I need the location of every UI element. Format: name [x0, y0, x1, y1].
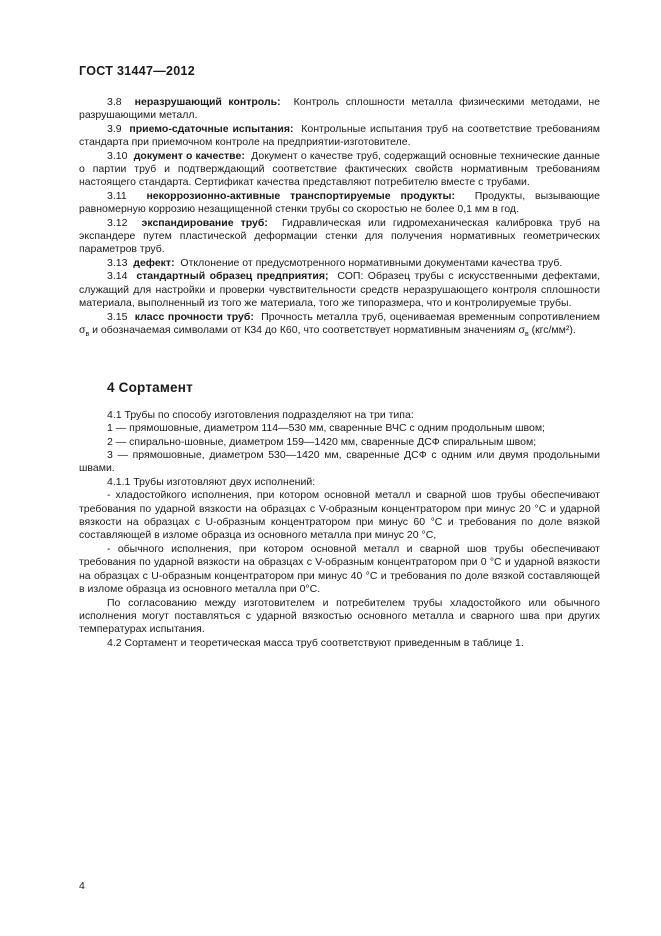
definition-3-12 — [79, 217, 600, 257]
paragraph: 4.1.1 Трубы изготовляют двух исполнений: — [107, 475, 316, 488]
document-body — [79, 96, 600, 650]
clause-term: экспандирование труб: — [141, 216, 268, 229]
clause-text: Прочность металла труб, оцениваемая временным сопротивлением σ — [79, 310, 600, 336]
clause-term: стандартный образец предприятия; — [136, 270, 329, 283]
document-header: ГОСТ 31447—2012 — [79, 64, 196, 78]
definition-3-15 — [79, 311, 600, 342]
clause-number: 3.11 — [107, 189, 127, 202]
clause-text: Продукты, вызывающие равномерную коррозию незащищенной стенки трубы со скоростью не более 0,1 мм в год. — [79, 189, 600, 216]
definition-3-14 — [79, 270, 600, 310]
list-item: 1 — прямошовные, диаметром 114—530 мм, сваренные ВЧС с одним продольным швом; — [107, 422, 545, 435]
paragraph: 4.2 Сортамент и теоретическая масса труб соответствуют приведенным в таблице 1. — [107, 636, 524, 649]
subscript: в — [524, 331, 529, 338]
clause-text: Гидравлическая или гидромеханическая калибровка труб на экспандере путем пластической деформации стенки для получения нормативных геометрических параметров труб. — [79, 216, 601, 256]
definition-3-13 — [79, 257, 600, 270]
clause-text: СОП: Образец трубы с искусственными дефектами, служащий для настройки и проверки чувствительности средств неразрушающего контроля сплошности материала, выполненный из того же материала, того же типоразмера, что и контролируемые трубы. — [79, 270, 600, 310]
clause-text: Контрольные испытания труб на соответствие требованиям стандарта при приемочном контроле на предприятии-изготовителе. — [79, 122, 600, 149]
list-item: 3 — прямошовные, диаметром 530—1420 мм, сваренные ДСФ с одним или двумя продольными швами. — [79, 449, 600, 475]
definition-3-10 — [79, 150, 600, 190]
clause-number: 3.12 — [107, 216, 128, 229]
definition-3-9 — [79, 123, 600, 150]
clause-term: документ о качестве: — [133, 149, 245, 162]
clause-term: приемо-сдаточные испытания: — [129, 122, 294, 135]
page-number: 4 — [79, 880, 85, 892]
clause-text: и обозначаемая символами от К34 до К60, что соответствует нормативным значениям σ — [89, 323, 525, 336]
paragraph: 4.1 Трубы по способу изготовления подразделяют на три типа: — [107, 408, 414, 421]
clause-text: Документ о качестве труб, содержащий основные технические данные о партии труб и подтверждающий соответствие фактических свойств нормативным требованиям настоящего стандарта. Сертификат качества представляют потребителю вместе с трубами. — [79, 149, 600, 189]
clause-number: 3.14 — [107, 270, 128, 283]
subscript: в — [85, 331, 90, 338]
clause-text: Отклонение от предусмотренного нормативными документами качества труб. — [180, 256, 563, 269]
list-item: 2 — спирально-шовные, диаметром 159—1420 мм, сваренные ДСФ спиральным швом; — [107, 435, 537, 448]
clause-term: класс прочности труб: — [134, 310, 254, 323]
clause-text: Контроль сплошности металла физическими методами, не разрушающими металл. — [79, 96, 600, 122]
clause-number: 3.9 — [107, 122, 122, 135]
clause-number: 3.15 — [107, 310, 128, 323]
list-item: - хладостойкого исполнения, при котором основной металл и сварной шов трубы обеспечивают требования по ударной вязкости на образцах с V-образным концентратором при минус 20 °С и ударной вязкости на образцах с U-образным концентратором при минус 60 °С и требования по доле вязкой составляющей в изломе образца из основного металла при минус 20 °С, — [79, 489, 600, 542]
clause-term: дефект: — [133, 256, 175, 269]
clause-text: (кгс/мм²). — [528, 323, 576, 336]
clause-number: 3.13 — [107, 256, 128, 269]
clause-term: некоррозионно-активные транспортируемые продукты: — [146, 189, 455, 202]
section-title: 4 Сортамент — [107, 380, 193, 396]
paragraph: По согласованию между изготовителем и потребителем трубы хладостойкого или обычного исполнения могут поставляться с ударной вязкостью основного металла и сварного шва при других температурах испытания. — [79, 596, 600, 636]
clause-number: 3.8 — [107, 96, 122, 108]
clause-number: 3.10 — [107, 149, 128, 162]
list-item: - обычного исполнения, при котором основной металл и сварной шов трубы обеспечивают требования по ударной вязкости на образцах с V-образным концентратором при 0 °С и ударной вязкости на образцах с U-образным концентратором при минус 40 °С и требования по доле вязкой составляющей в изломе образца из основного металла при 0°С. — [79, 542, 600, 596]
definition-3-11 — [79, 190, 600, 217]
definition-3-8 — [79, 96, 600, 123]
clause-term: неразрушающий контроль: — [134, 96, 281, 108]
